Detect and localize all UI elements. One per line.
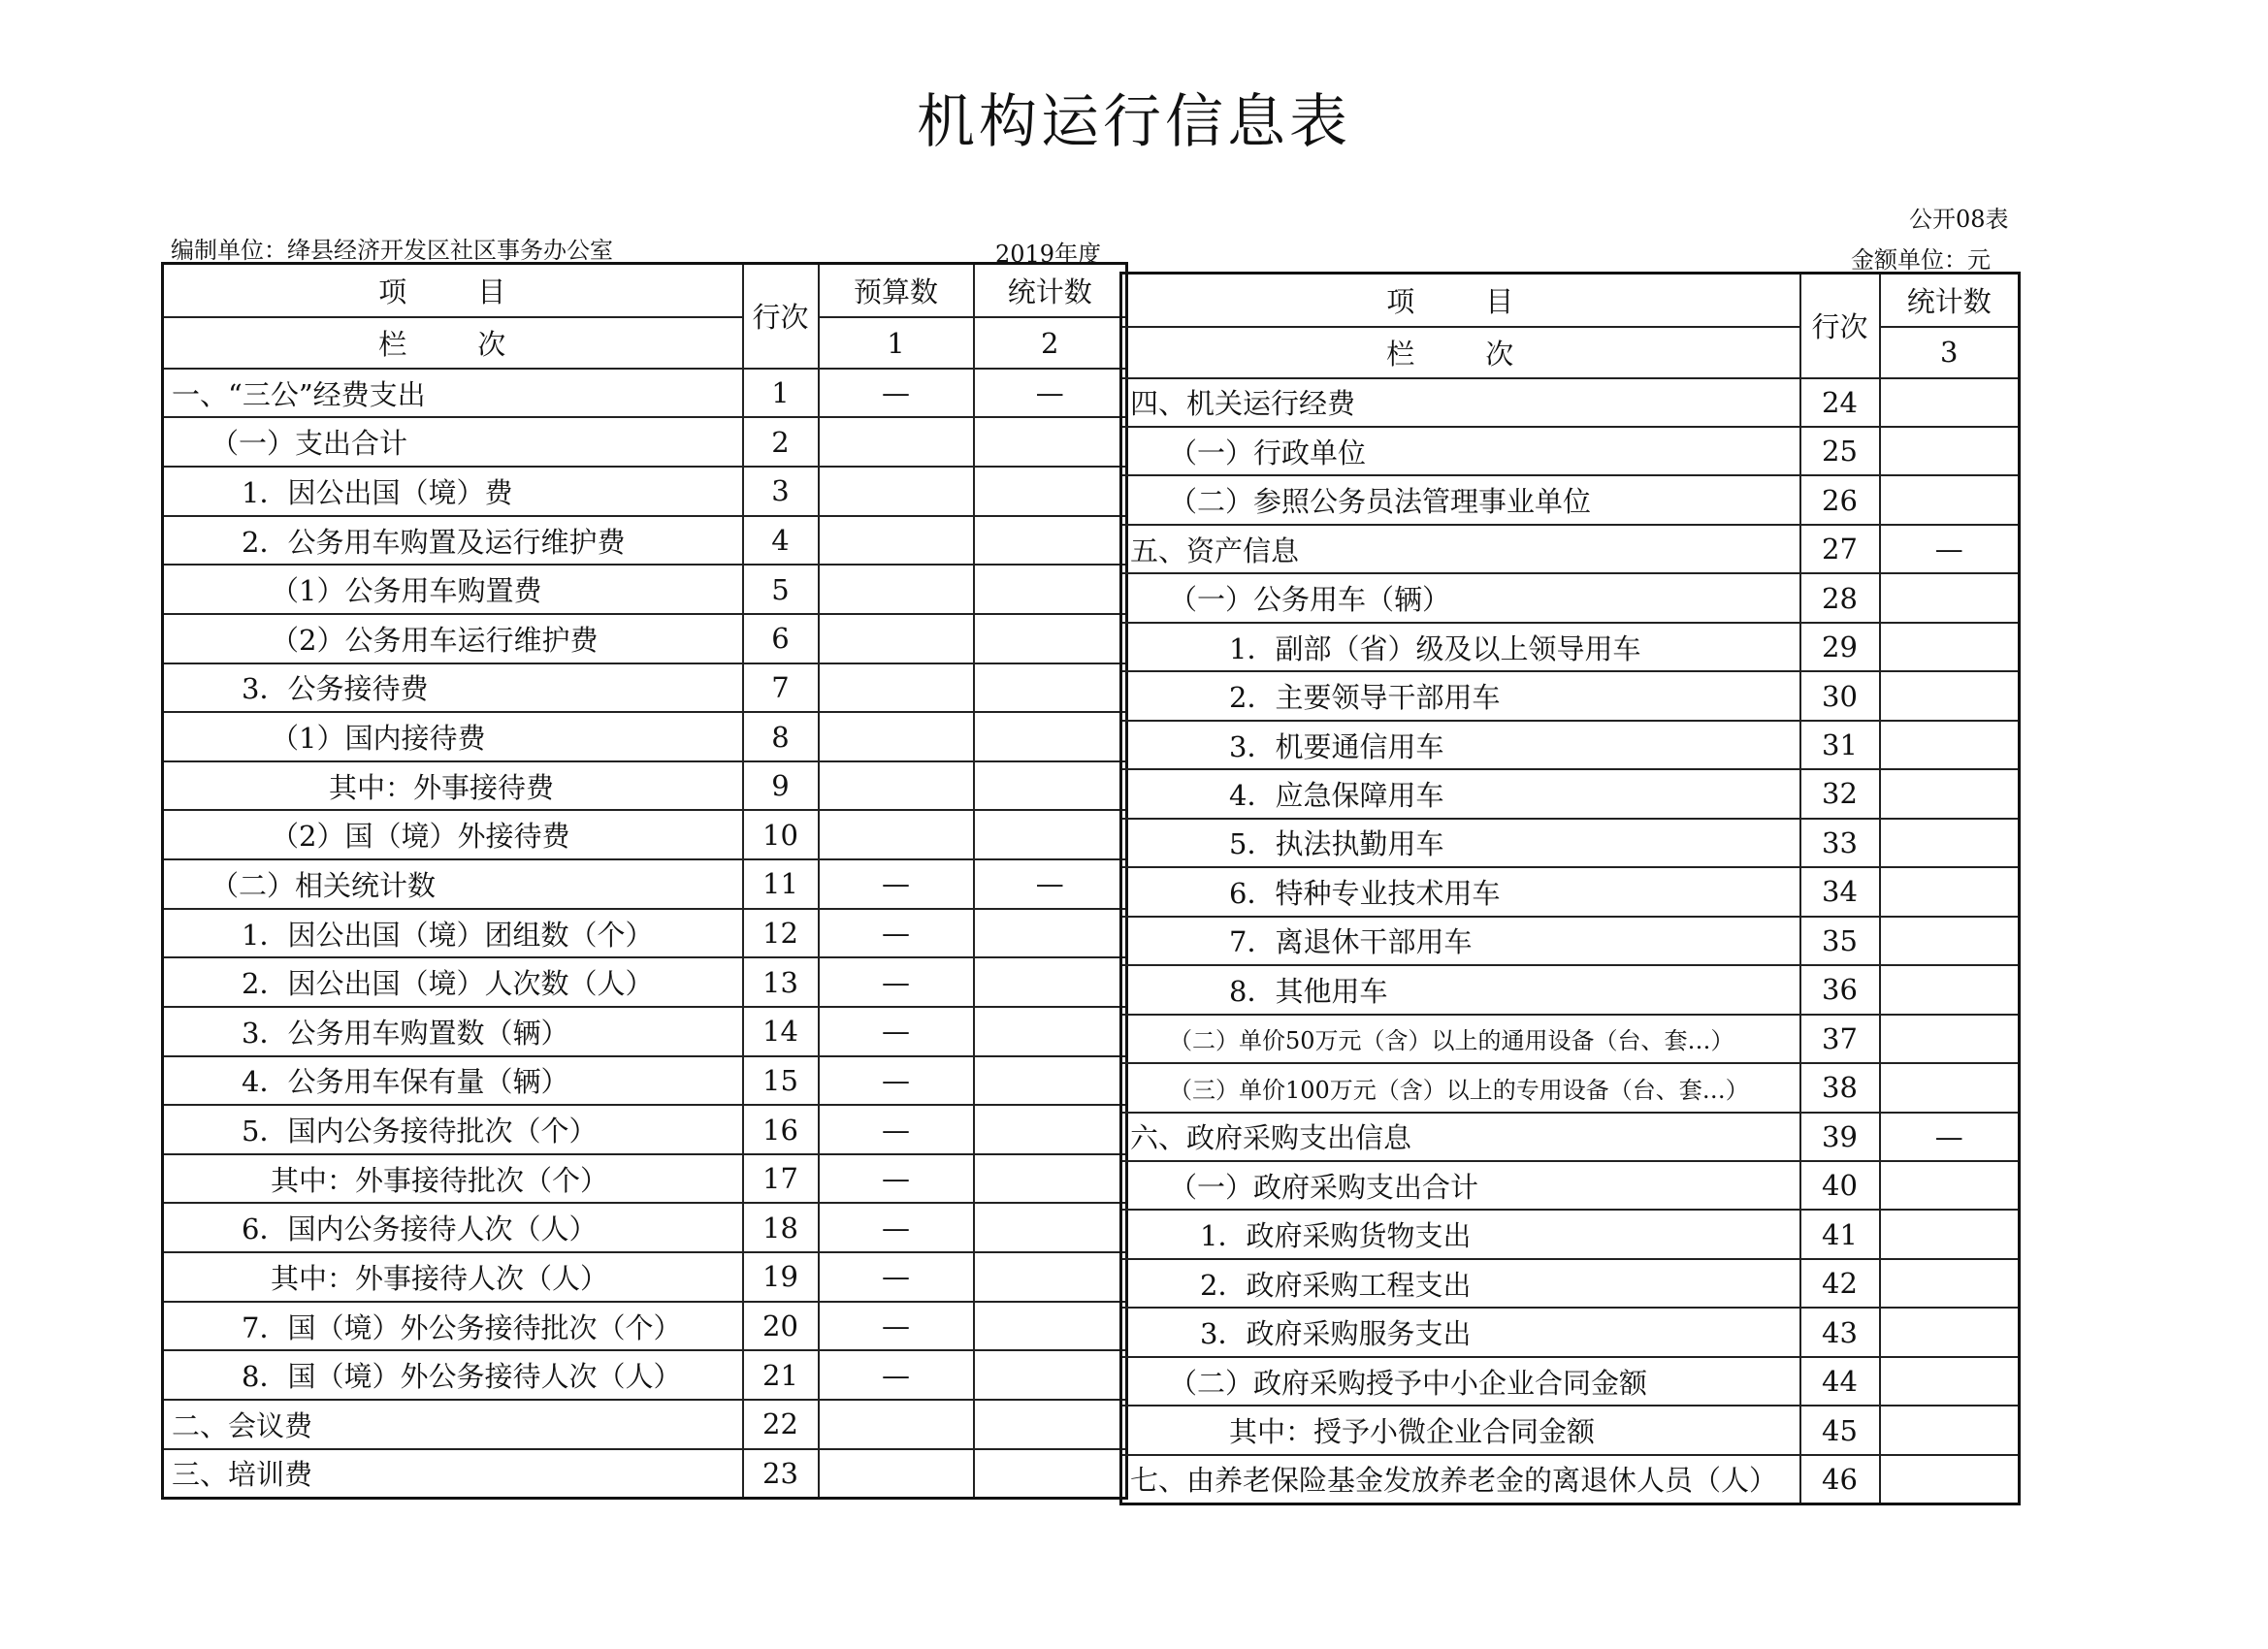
row-label: 1．因公出国（境）团组数（个） (163, 909, 743, 958)
stat-cell (1880, 1357, 2020, 1406)
table-row (163, 712, 1127, 761)
table-row (1121, 769, 2020, 818)
table-row (1121, 819, 2020, 867)
row-label: 7．国（境）外公务接待批次（个） (163, 1302, 743, 1351)
stat-cell (1880, 867, 2020, 916)
row-number: 20 (743, 1302, 819, 1351)
row-number: 46 (1800, 1455, 1880, 1504)
table-row (163, 565, 1127, 614)
stat-cell (974, 1400, 1127, 1449)
row-label: （二）参照公务员法管理事业单位 (1121, 475, 1800, 524)
stat-cell (1880, 1308, 2020, 1356)
row-number: 43 (1800, 1308, 1880, 1356)
row-label: 四、机关运行经费 (1121, 378, 1800, 427)
stat-cell (974, 909, 1127, 958)
table-row (1121, 1161, 2020, 1210)
row-label: （一）政府采购支出合计 (1121, 1161, 1800, 1210)
row-label: 七、由养老保险基金发放养老金的离退休人员（人） (1121, 1455, 1800, 1504)
stat-cell (1880, 1015, 2020, 1063)
row-number: 3 (743, 467, 819, 516)
left-column-header: 栏 次 (163, 317, 743, 369)
budget-cell: — (819, 1105, 974, 1154)
row-label: 其中：外事接待费 (163, 761, 743, 811)
stat-cell (974, 1252, 1127, 1302)
table-row (1121, 671, 2020, 720)
budget-cell: — (819, 1203, 974, 1252)
table-row (163, 859, 1127, 909)
row-label: 一、“三公”经费支出 (163, 369, 743, 418)
right-table (1119, 272, 2021, 1505)
table-row (1121, 475, 2020, 524)
budget-cell (819, 1449, 974, 1499)
row-label: 5．国内公务接待批次（个） (163, 1105, 743, 1154)
table-row (1121, 573, 2020, 622)
stat-cell (1880, 475, 2020, 524)
stat-cell (1880, 1063, 2020, 1112)
row-label: （2）公务用车运行维护费 (163, 614, 743, 663)
budget-cell: — (819, 1350, 974, 1400)
stat-cell (1880, 378, 2020, 427)
row-label: 1．因公出国（境）费 (163, 467, 743, 516)
table-row (1121, 1210, 2020, 1258)
table-row (163, 1302, 1127, 1351)
stat-cell (1880, 819, 2020, 867)
row-number: 36 (1800, 965, 1880, 1014)
budget-cell (819, 1400, 974, 1449)
budget-cell (819, 417, 974, 467)
fiscal-year: 2019年度 (995, 241, 1102, 268)
row-label: （二）单价50万元（含）以上的通用设备（台、套…） (1121, 1015, 1800, 1063)
table-row (1121, 1406, 2020, 1454)
table-row (1121, 721, 2020, 769)
row-label: 二、会议费 (163, 1400, 743, 1449)
budget-cell: — (819, 1007, 974, 1056)
row-label: 3．公务用车购置数（辆） (163, 1007, 743, 1056)
budget-cell (819, 614, 974, 663)
table-row (1121, 1455, 2020, 1504)
table-row (163, 1252, 1127, 1302)
table-row (1121, 1063, 2020, 1112)
table-row (163, 1449, 1127, 1499)
table-row (163, 516, 1127, 566)
table-row (1121, 427, 2020, 475)
stat-cell (974, 614, 1127, 663)
left-header-row-1 (163, 264, 1127, 318)
row-number: 6 (743, 614, 819, 663)
stat-cell (1880, 1406, 2020, 1454)
row-label: 1．副部（省）级及以上领导用车 (1121, 623, 1800, 671)
currency-unit: 金额单位：元 (1851, 246, 1991, 274)
row-label: （一）行政单位 (1121, 427, 1800, 475)
row-label: 5．执法执勤用车 (1121, 819, 1800, 867)
row-label: 2．公务用车购置及运行维护费 (163, 516, 743, 566)
table-row (1121, 623, 2020, 671)
table-row (163, 614, 1127, 663)
stat-cell (1880, 769, 2020, 818)
row-label: （一）公务用车（辆） (1121, 573, 1800, 622)
row-number: 37 (1800, 1015, 1880, 1063)
budget-cell (819, 761, 974, 811)
row-label: 其中：授予小微企业合同金额 (1121, 1406, 1800, 1454)
row-label: 7．离退休干部用车 (1121, 917, 1800, 965)
row-number: 33 (1800, 819, 1880, 867)
stat-cell (1880, 1161, 2020, 1210)
table-row (163, 1154, 1127, 1204)
row-label: 五、资产信息 (1121, 525, 1800, 573)
row-label: （1）国内接待费 (163, 712, 743, 761)
stat-cell: — (974, 369, 1127, 418)
left-table (161, 262, 1128, 1500)
table-row (163, 810, 1127, 859)
budget-cell: — (819, 909, 974, 958)
table-row (1121, 378, 2020, 427)
row-label: 2．政府采购工程支出 (1121, 1259, 1800, 1308)
stat-cell (974, 663, 1127, 713)
table-row (163, 761, 1127, 811)
left-stat-header: 统计数 (974, 264, 1127, 318)
row-number: 34 (1800, 867, 1880, 916)
row-label: 3．机要通信用车 (1121, 721, 1800, 769)
right-header-row-1 (1121, 274, 2020, 328)
page-title: 机构运行信息表 (917, 88, 1351, 156)
stat-cell (974, 761, 1127, 811)
row-label: 1．政府采购货物支出 (1121, 1210, 1800, 1258)
stat-cell (974, 516, 1127, 566)
row-label: 2．因公出国（境）人次数（人） (163, 957, 743, 1007)
stat-cell (1880, 427, 2020, 475)
row-label: 其中：外事接待人次（人） (163, 1252, 743, 1302)
right-item-header: 项 目 (1121, 274, 1800, 328)
table-row (1121, 1259, 2020, 1308)
budget-cell: — (819, 859, 974, 909)
row-label: 六、政府采购支出信息 (1121, 1113, 1800, 1161)
row-number: 26 (1800, 475, 1880, 524)
left-budget-col-no: 1 (819, 317, 974, 369)
table-row (1121, 1357, 2020, 1406)
row-number: 4 (743, 516, 819, 566)
row-number: 5 (743, 565, 819, 614)
table-row (163, 1105, 1127, 1154)
row-number: 41 (1800, 1210, 1880, 1258)
stat-cell: — (974, 859, 1127, 909)
budget-cell: — (819, 1154, 974, 1204)
right-stat-col-no: 3 (1880, 327, 2020, 377)
row-number: 24 (1800, 378, 1880, 427)
row-number: 7 (743, 663, 819, 713)
right-rowno-header: 行次 (1800, 274, 1880, 378)
stat-cell (1880, 1210, 2020, 1258)
stat-cell (1880, 1455, 2020, 1504)
row-number: 9 (743, 761, 819, 811)
row-number: 23 (743, 1449, 819, 1499)
row-label: 三、培训费 (163, 1449, 743, 1499)
table-row (163, 1203, 1127, 1252)
row-label: 2．主要领导干部用车 (1121, 671, 1800, 720)
row-label: （1）公务用车购置费 (163, 565, 743, 614)
budget-cell (819, 810, 974, 859)
row-number: 12 (743, 909, 819, 958)
row-number: 15 (743, 1056, 819, 1106)
stat-cell (974, 417, 1127, 467)
compiling-unit: 编制单位：绛县经济开发区社区事务办公室 (171, 237, 613, 264)
stat-cell (1880, 721, 2020, 769)
table-row (163, 957, 1127, 1007)
table-row (1121, 525, 2020, 573)
table-row (1121, 1308, 2020, 1356)
table-row (163, 909, 1127, 958)
row-number: 18 (743, 1203, 819, 1252)
row-number: 45 (1800, 1406, 1880, 1454)
row-number: 19 (743, 1252, 819, 1302)
table-row (163, 1400, 1127, 1449)
row-label: （一）支出合计 (163, 417, 743, 467)
row-label: 8．其他用车 (1121, 965, 1800, 1014)
row-label: 4．公务用车保有量（辆） (163, 1056, 743, 1106)
stat-cell (1880, 573, 2020, 622)
row-number: 25 (1800, 427, 1880, 475)
row-number: 22 (743, 1400, 819, 1449)
row-number: 2 (743, 417, 819, 467)
left-budget-header: 预算数 (819, 264, 974, 318)
stat-cell (974, 1203, 1127, 1252)
table-row (163, 369, 1127, 418)
row-label: 3．公务接待费 (163, 663, 743, 713)
row-number: 30 (1800, 671, 1880, 720)
table-row (163, 663, 1127, 713)
row-number: 29 (1800, 623, 1880, 671)
stat-cell (974, 565, 1127, 614)
row-label: 4．应急保障用车 (1121, 769, 1800, 818)
stat-cell (974, 810, 1127, 859)
row-number: 35 (1800, 917, 1880, 965)
table-row (163, 1350, 1127, 1400)
budget-cell (819, 663, 974, 713)
row-number: 14 (743, 1007, 819, 1056)
row-number: 39 (1800, 1113, 1880, 1161)
row-label: 6．国内公务接待人次（人） (163, 1203, 743, 1252)
row-number: 27 (1800, 525, 1880, 573)
stat-cell (974, 712, 1127, 761)
row-number: 38 (1800, 1063, 1880, 1112)
row-number: 1 (743, 369, 819, 418)
row-number: 10 (743, 810, 819, 859)
budget-cell: — (819, 1252, 974, 1302)
row-label: （三）单价100万元（含）以上的专用设备（台、套…） (1121, 1063, 1800, 1112)
stat-cell (974, 1449, 1127, 1499)
stat-cell (974, 957, 1127, 1007)
table-row (1121, 1113, 2020, 1161)
right-header-row-2 (1121, 327, 2020, 377)
budget-cell (819, 565, 974, 614)
row-number: 28 (1800, 573, 1880, 622)
row-label: （二）政府采购授予中小企业合同金额 (1121, 1357, 1800, 1406)
table-row (1121, 965, 2020, 1014)
table-row (1121, 867, 2020, 916)
stat-cell: — (1880, 525, 2020, 573)
stat-cell (974, 1350, 1127, 1400)
row-label: （2）国（境）外接待费 (163, 810, 743, 859)
table-row (1121, 1015, 2020, 1063)
stat-cell (1880, 623, 2020, 671)
left-rowno-header: 行次 (743, 264, 819, 369)
budget-cell (819, 516, 974, 566)
row-number: 13 (743, 957, 819, 1007)
row-number: 42 (1800, 1259, 1880, 1308)
stat-cell (1880, 671, 2020, 720)
table-row (163, 1007, 1127, 1056)
left-stat-col-no: 2 (974, 317, 1127, 369)
right-stat-header: 统计数 (1880, 274, 2020, 328)
row-label: （二）相关统计数 (163, 859, 743, 909)
row-number: 44 (1800, 1357, 1880, 1406)
budget-cell (819, 467, 974, 516)
stat-cell (974, 1154, 1127, 1204)
budget-cell: — (819, 1302, 974, 1351)
table-row (1121, 917, 2020, 965)
table-row (163, 467, 1127, 516)
budget-cell: — (819, 369, 974, 418)
stat-cell (974, 1302, 1127, 1351)
stat-cell (974, 1056, 1127, 1106)
stat-cell (974, 1007, 1127, 1056)
budget-cell: — (819, 957, 974, 1007)
stat-cell (974, 467, 1127, 516)
row-label: 6．特种专业技术用车 (1121, 867, 1800, 916)
stat-cell: — (1880, 1113, 2020, 1161)
row-number: 31 (1800, 721, 1880, 769)
row-label: 3．政府采购服务支出 (1121, 1308, 1800, 1356)
stat-cell (1880, 917, 2020, 965)
row-number: 8 (743, 712, 819, 761)
budget-cell (819, 712, 974, 761)
table-row (163, 417, 1127, 467)
row-label: 8．国（境）外公务接待人次（人） (163, 1350, 743, 1400)
row-number: 16 (743, 1105, 819, 1154)
row-number: 17 (743, 1154, 819, 1204)
row-number: 11 (743, 859, 819, 909)
row-number: 40 (1800, 1161, 1880, 1210)
left-item-header: 项 目 (163, 264, 743, 318)
row-number: 32 (1800, 769, 1880, 818)
stat-cell (1880, 1259, 2020, 1308)
form-code: 公开08表 (1909, 206, 2009, 233)
row-label: 其中：外事接待批次（个） (163, 1154, 743, 1204)
right-column-header: 栏 次 (1121, 327, 1800, 377)
left-header-row-2 (163, 317, 1127, 369)
stat-cell (974, 1105, 1127, 1154)
stat-cell (1880, 965, 2020, 1014)
table-row (163, 1056, 1127, 1106)
row-number: 21 (743, 1350, 819, 1400)
budget-cell: — (819, 1056, 974, 1106)
